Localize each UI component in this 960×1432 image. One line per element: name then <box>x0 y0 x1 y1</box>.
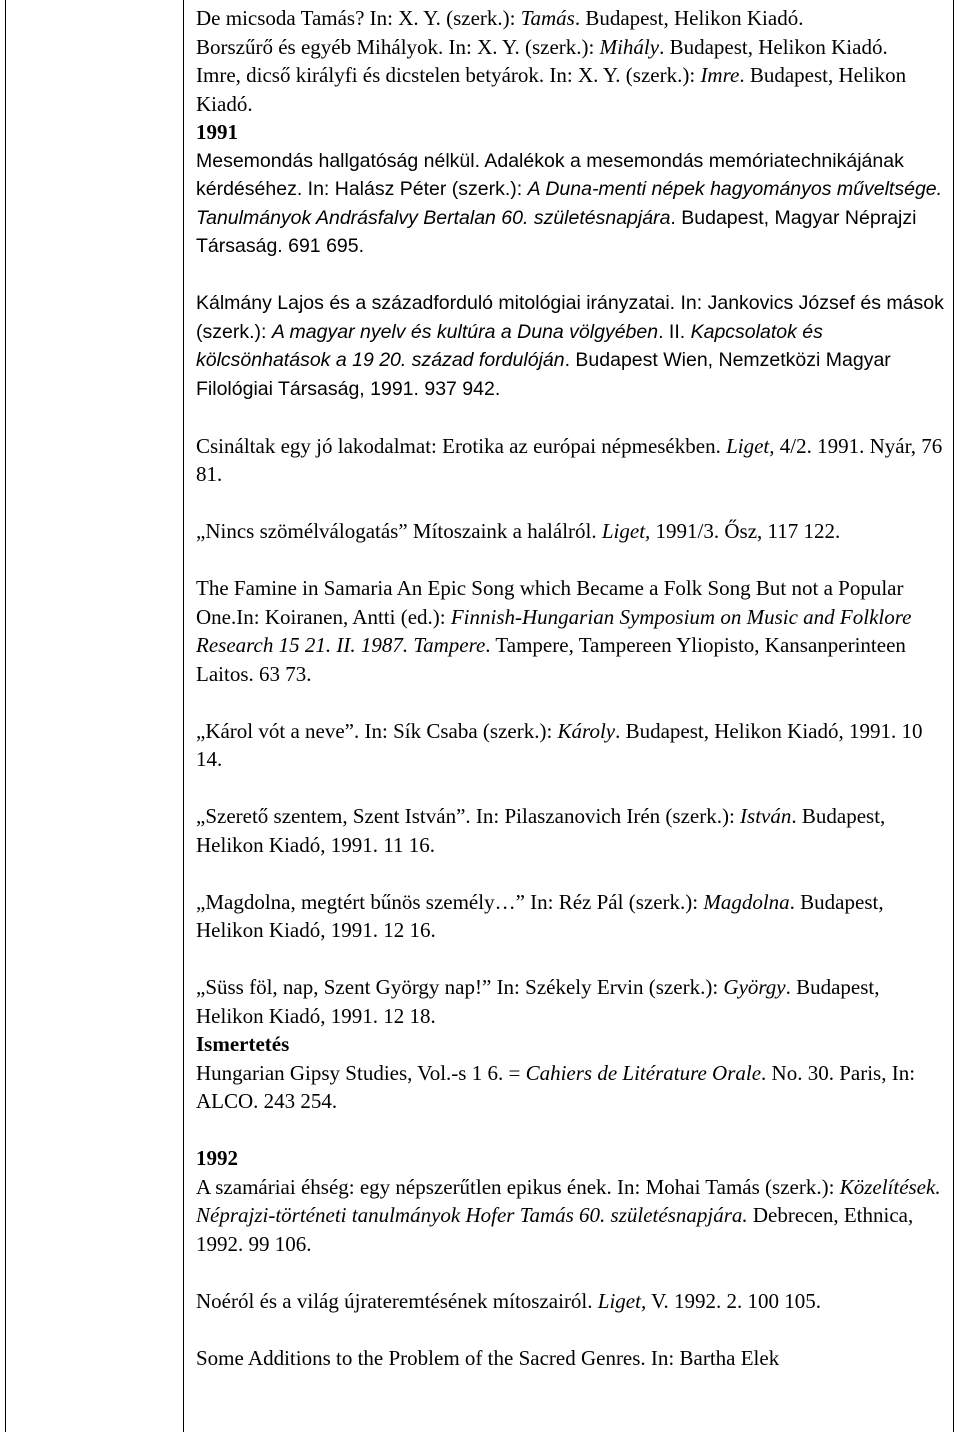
italic-title: Mihály <box>599 34 660 59</box>
entry-text: Kálmány Lajos és a századforduló mitológiai irányzatai. In: Jankovics József és mások (szerk.): <box>196 292 944 343</box>
table-border-middle <box>183 0 184 1432</box>
heading-ismertetes <box>196 1030 946 1059</box>
entry-text: . Budapest, Helikon Kiadó. <box>659 34 888 59</box>
entry-text: „Károl vót a neve”. In: Sík Csaba (szerk.): <box>196 718 558 743</box>
entry-text: . Budapest, Magyar Néprajzi Társaság. 691 695. <box>196 206 917 257</box>
year-1992 <box>196 1144 946 1173</box>
entry-text: 1992 <box>196 1146 238 1170</box>
entry-text: . II. <box>658 320 691 343</box>
entry-text: A szamáriai éhség: egy népszerűtlen epikus ének. In: Mohai Tamás (szerk.): <box>196 1174 840 1199</box>
entry-text: De micsoda Tamás? In: X. Y. (szerk.): <box>196 6 521 30</box>
italic-title: Cahiers de Litérature Orale <box>525 1060 762 1085</box>
entry-magdolna <box>196 888 946 945</box>
italic-title: György <box>723 975 786 999</box>
entry-text: „Magdolna, megtért bűnös személy…” In: Réz Pál (szerk.): <box>196 889 704 914</box>
entry-text: Hungarian Gipsy Studies, Vol.-s 1 6. = <box>196 1060 526 1085</box>
italic-title: Kapcsolatok és kölcsönhatások a 19 20. század fordulóján <box>196 320 823 371</box>
entry-text: 4/2. 1991. Nyár, 76 81. <box>196 433 943 486</box>
entry-imre <box>196 61 946 118</box>
italic-title: Finnish-Hungarian Symposium on Music and Folklore Research 15 21. II. 1987. Tampere <box>196 604 912 657</box>
entry-borszuro <box>196 33 946 62</box>
bibliography-column <box>196 4 946 1372</box>
entry-text: V. 1992. 2. 100 105. <box>646 1288 822 1313</box>
entry-csinaltak <box>196 432 946 489</box>
entry-text: 1991/3. Ősz, 117 122. <box>650 519 841 543</box>
table-border-right <box>953 0 954 1432</box>
entry-text: The Famine in Samaria An Epic Song which Became a Folk Song But not a Popular One.In: Koiranen, Antti (ed.): <box>196 576 904 629</box>
italic-title: A Duna-menti népek hagyományos műveltsége. Tanulmányok Andrásfalvy Bertalan 60. születésnapjára <box>196 178 943 229</box>
entry-de-micsoda-tamas <box>196 4 946 33</box>
entry-some-additions <box>196 1344 946 1373</box>
entry-text: 1991 <box>196 120 238 144</box>
italic-title: A magyar nyelv és kultúra a Duna völgyében <box>271 320 659 343</box>
entry-szereto-szentem <box>196 802 946 859</box>
entry-text: Ismertetés <box>196 1032 290 1056</box>
italic-title: Liget, <box>597 1288 647 1313</box>
entry-text: . Tampere, Tampereen Yliopisto, Kansanperinteen Laitos. 63 73. <box>196 633 906 686</box>
entry-hungarian-gipsy-studies <box>196 1059 946 1116</box>
italic-title: Károly <box>557 718 616 743</box>
year-1991 <box>196 118 946 147</box>
entry-text: Csináltak egy jó lakodalmat: Erotika az európai népmesékben. <box>196 433 727 458</box>
table-border-left <box>5 0 6 1432</box>
italic-title: Liget, <box>601 519 651 543</box>
entry-text: Noéról és a világ újrateremtésének mítoszairól. <box>196 1288 598 1313</box>
entry-suss-fol-nap <box>196 973 946 1030</box>
entry-text: . No. 30. Paris, In: ALCO. 243 254. <box>196 1060 916 1113</box>
entry-text: „Süss föl, nap, Szent György nap!” In: Székely Ervin (szerk.): <box>196 975 724 999</box>
entry-text: . Budapest, Helikon Kiadó, 1991. 12 18. <box>196 975 880 1028</box>
italic-title: Liget, <box>726 433 775 458</box>
entry-text: . Budapest, Helikon Kiadó. <box>196 63 907 116</box>
entry-text: . Budapest, Helikon Kiadó, 1991. 10 14. <box>196 718 923 771</box>
entry-karol-vot-a-neve <box>196 717 946 774</box>
italic-title: Magdolna <box>703 889 790 914</box>
entry-text: Borszűrő és egyéb Mihályok. In: X. Y. (szerk.): <box>196 34 600 59</box>
entry-text: . Budapest, Helikon Kiadó, 1991. 11 16. <box>196 804 886 857</box>
entry-mesemondas <box>196 147 946 261</box>
entry-text: . Budapest, Helikon Kiadó. <box>574 6 804 30</box>
entry-text: . Budapest, Helikon Kiadó, 1991. 12 16. <box>196 889 884 942</box>
italic-title: Közelítések. Néprajzi-történeti tanulmányok Hofer Tamás 60. születésnapjára. <box>196 1174 941 1227</box>
entry-famine-in-samaria <box>196 574 946 688</box>
entry-noerol <box>196 1287 946 1316</box>
entry-nincs-szomelvalogatas <box>196 517 946 546</box>
italic-title: Tamás <box>520 6 575 30</box>
entry-text: Imre, dicső királyfi és dicstelen betyárok. In: X. Y. (szerk.): <box>196 63 701 87</box>
entry-text: „Nincs szömélválogatás” Mítoszaink a halálról. <box>196 519 602 543</box>
entry-text: Mesemondás hallgatóság nélkül. Adalékok a mesemondás memóriatechnikájának kérdéséhez. In: Halász Péter (szerk.): <box>196 149 904 200</box>
italic-title: István <box>740 804 792 828</box>
entry-text: Some Additions to the Problem of the Sacred Genres. In: Bartha Elek <box>196 1345 780 1370</box>
entry-szamariai-ehseg <box>196 1173 946 1259</box>
entry-text: . Budapest Wien, Nemzetközi Magyar Filológiai Társaság, 1991. 937 942. <box>196 349 891 400</box>
entry-text: Debrecen, Ethnica, 1992. 99 106. <box>196 1203 914 1256</box>
entry-kalmany-lajos <box>196 289 946 403</box>
entry-text: „Szerető szentem, Szent István”. In: Pilaszanovich Irén (szerk.): <box>196 804 741 828</box>
italic-title: Imre <box>700 63 740 87</box>
